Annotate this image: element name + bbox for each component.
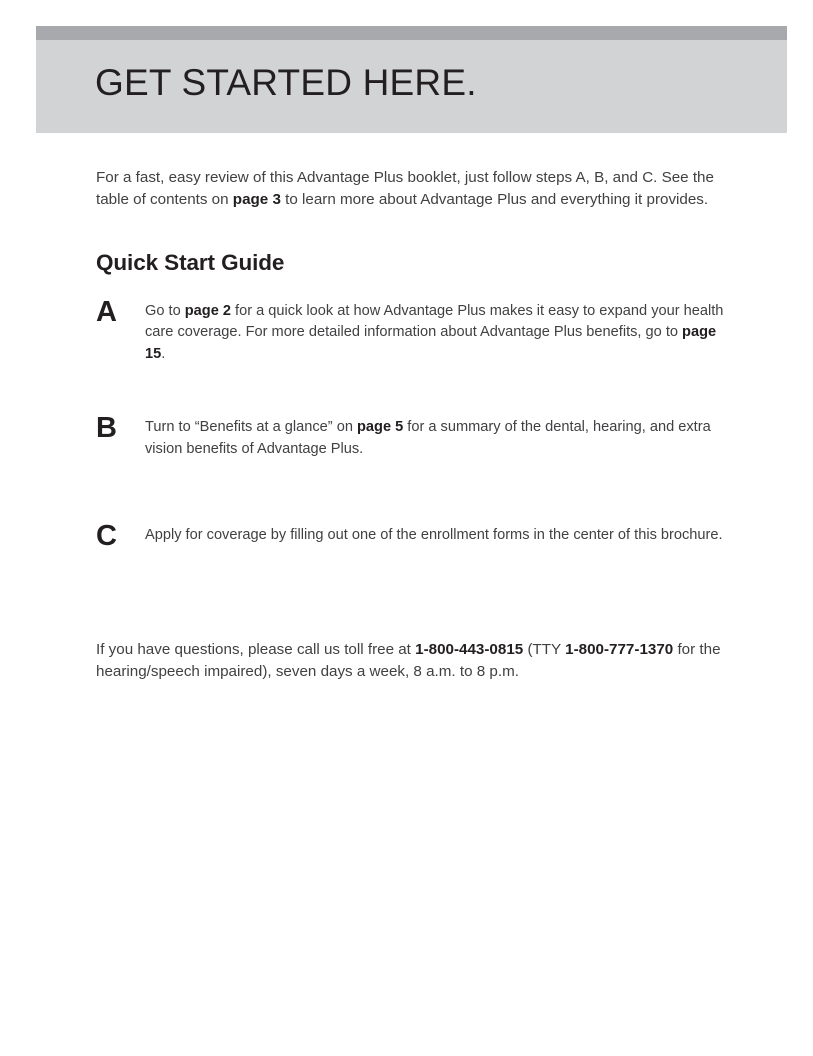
intro-text-part-2: to learn more about Advantage Plus and everything it provides. (280, 190, 709, 208)
page-header-banner (36, 26, 787, 133)
contact-text-part-1: If you have questions, please call us toll free at (96, 641, 416, 659)
step-a-page-reference-1: page 2 (184, 302, 231, 319)
quick-start-step-list (96, 276, 736, 582)
quick-start-step-a (96, 295, 736, 366)
header-accent-rule (36, 26, 787, 40)
intro-paragraph (96, 167, 736, 210)
step-a-page-reference-2: page 15 (145, 324, 717, 362)
contact-paragraph (96, 581, 736, 682)
step-letter-b: B (96, 412, 117, 445)
quick-start-step-c (96, 520, 736, 581)
quick-start-step-b (96, 412, 736, 473)
step-a-part-2: for a quick look at how Advantage Plus makes it easy to expand your health care coverage. For more detailed information about Advantage Plus benefits, go to (145, 302, 724, 341)
step-b-part-1: Turn to “Benefits at a glance” on (145, 419, 357, 436)
step-c-part-1: Apply for coverage by filling out one of the enrollment forms in the center of this brochure. (145, 527, 723, 544)
page-content (96, 167, 736, 682)
page-title: GET STARTED HERE. (95, 62, 477, 103)
step-b-text (145, 417, 733, 460)
tty-phone-number: 1-800-777-1370 (565, 641, 674, 659)
step-letter-c: C (96, 520, 117, 553)
contact-text-part-2: (TTY (523, 641, 566, 659)
step-a-text (145, 301, 733, 366)
step-b-page-reference-1: page 5 (357, 419, 404, 436)
step-a-part-1: Go to (145, 302, 185, 319)
intro-page-reference: page 3 (232, 190, 281, 208)
contact-text-part-3: for the hearing/speech impaired), seven days a week, 8 a.m. to 8 p.m. (96, 641, 721, 680)
step-b-part-2: for a summary of the dental, hearing, and extra vision benefits of Advantage Plus. (145, 419, 711, 457)
toll-free-phone-number: 1-800-443-0815 (415, 641, 524, 659)
section-heading-quick-start-guide: Quick Start Guide (96, 250, 285, 275)
intro-text-part-1: For a fast, easy review of this Advantage Plus booklet, just follow steps A, B, and C. See the table of contents on (96, 169, 714, 208)
step-letter-a: A (96, 295, 117, 328)
step-a-part-3: . (161, 345, 166, 362)
step-c-text (145, 525, 733, 547)
